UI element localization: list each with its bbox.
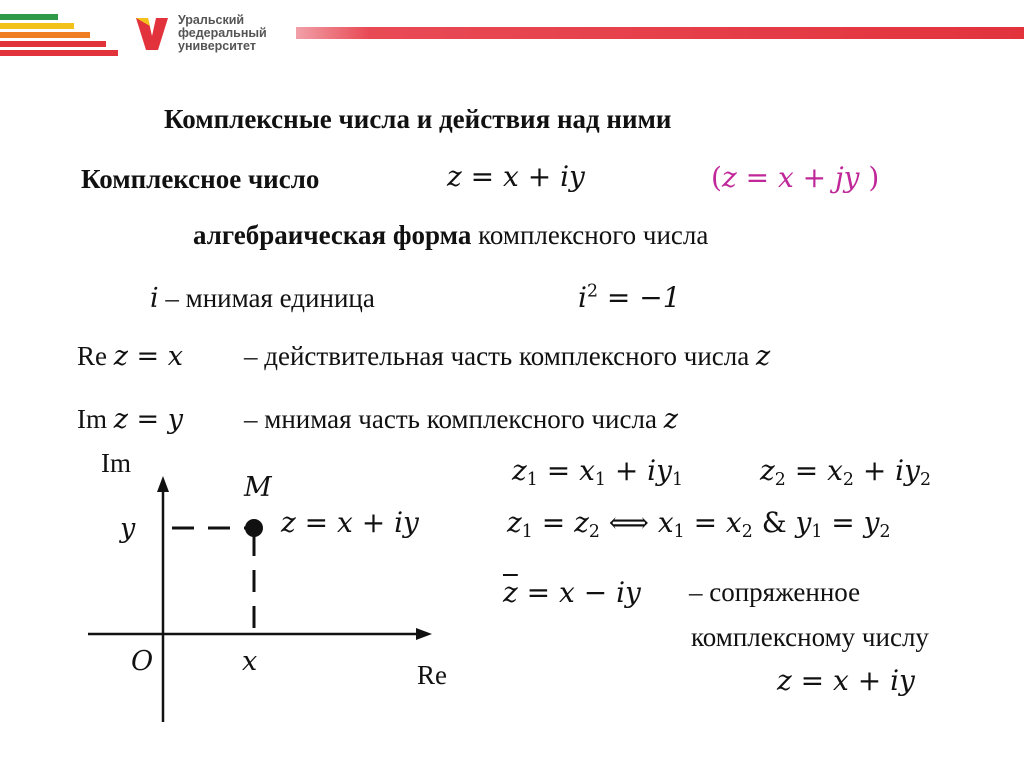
imaginary-unit-line: i – мнимая единица [150, 283, 375, 314]
conjugate-formula-z: z = x + iy [777, 664, 915, 697]
complex-number-label: Комплексное число [81, 164, 320, 194]
axis-re-label: Re [417, 660, 447, 690]
formula-equality: $z_1 = z_2$ ⟺ $x_1 = x_2$ & $y_1 = y_2$ [507, 506, 891, 542]
point-formula: z = x + iy [281, 506, 419, 539]
university-name: Уральский федеральный университет [178, 13, 267, 53]
origin-label: O [131, 646, 154, 677]
imaginary-part-formula: Im z = y [77, 404, 184, 435]
formula-z-x-jy: (z = x + jy ) [711, 161, 880, 194]
formula-i-squared: $i^2 = -1$ [578, 281, 681, 314]
formula-conjugate: $\overline{z} = x$ − iy [503, 576, 641, 609]
conjugate-desc-2: комплексному числу [691, 622, 929, 652]
imaginary-part-description: – мнимая часть комплексного числа z [244, 404, 678, 435]
formula-z2: $z_2 = x_2 + iy_2$ [760, 454, 932, 490]
real-part-formula: Re z = x [77, 341, 183, 372]
tick-y-label: y [120, 513, 136, 544]
point-m-label: M [244, 472, 272, 503]
real-part-description: – действительная часть комплексного числа z [244, 341, 771, 372]
formula-z-x-iy: z = x + iy [447, 160, 585, 193]
tick-x-label: x [242, 646, 258, 677]
axis-im-label: Im [101, 448, 131, 478]
algebraic-form-caption: алгебраическая форма комплексного числа [193, 220, 709, 250]
formula-z1: $z_1 = x_1 + iy_1$ [512, 454, 684, 490]
conjugate-desc-1: – сопряженное [689, 577, 861, 607]
page-title: Комплексные числа и действия над ними [164, 104, 672, 134]
